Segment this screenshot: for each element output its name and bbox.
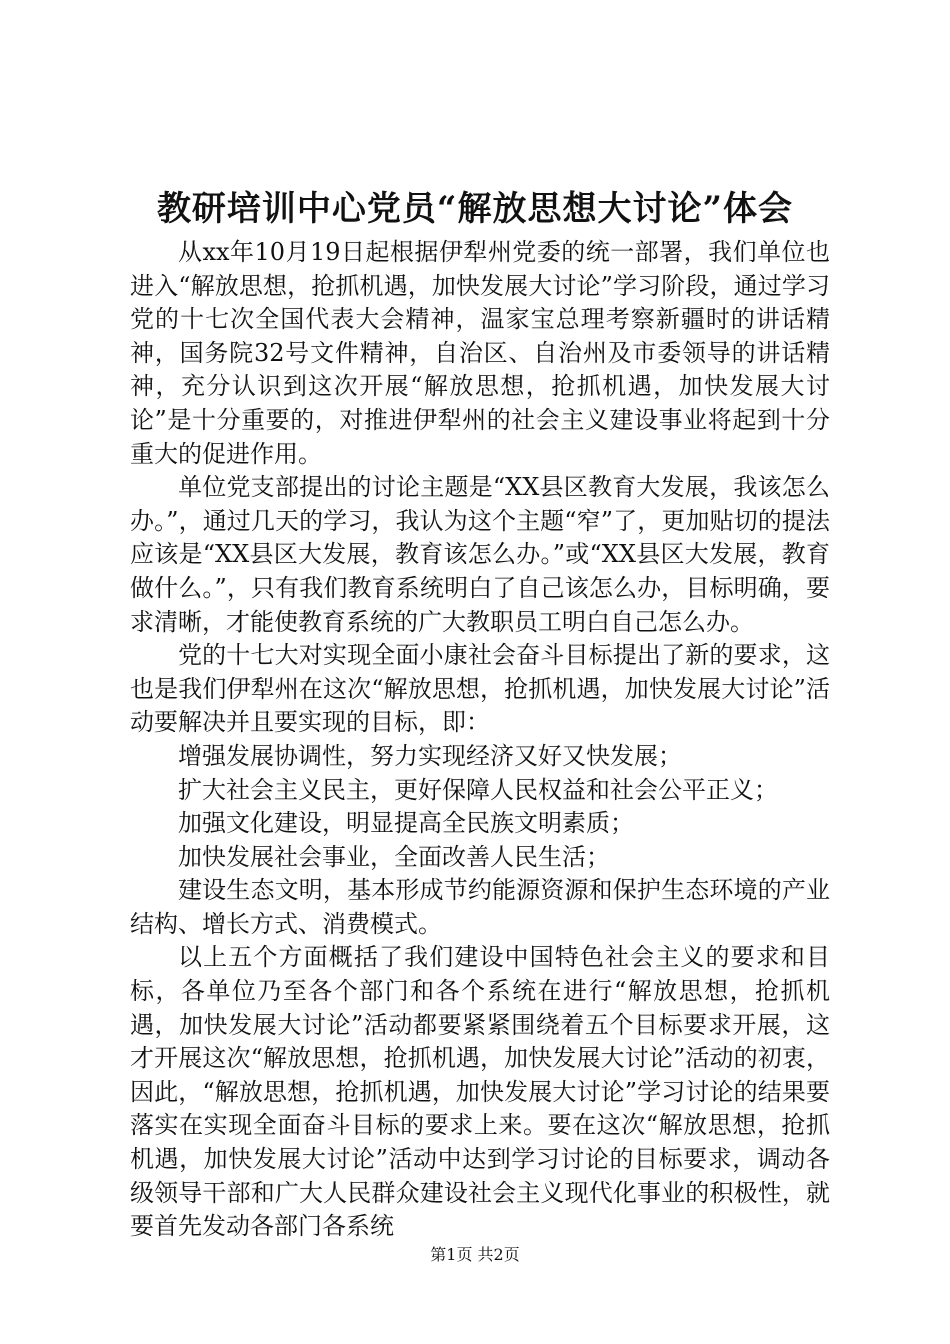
list-item-goal-1: 增强发展协调性，努力实现经济又好又快发展； xyxy=(178,741,682,770)
list-item-goal-3: 加强文化建设，明显提高全民族文明素质； xyxy=(178,809,634,838)
paragraph-3: 党的十七大对实现全面小康社会奋斗目标提出了新的要求，这也是我们伊犁州在这次“解放思想，抢抓机遇，加快发展大讨论”活动要解决并且要实现的目标，即： xyxy=(130,641,830,737)
page-number: 第1页 共2页 xyxy=(430,1245,520,1264)
list-item-goal-5: 建设生态文明，基本形成节约能源资源和保护生态环境的产业结构、增长方式、消费模式。 xyxy=(130,876,830,938)
paragraph-4: 以上五个方面概括了我们建设中国特色社会主义的要求和目标，各单位乃至各个部门和各个系统在进行“解放思想，抢抓机遇，加快发展大讨论”活动都要紧紧围绕着五个目标要求开展，这才开展这次“解放思想，抢抓机遇，加快发展大讨论”活动的初衷，因此，“解放思想，抢抓机遇，加快发展大讨论”学习讨论的结果要落实在实现全面奋斗目标的要求上来。要在这次“解放思想，抢抓机遇，加快发展大讨论”活动中达到学习讨论的目标要求，调动各级领导干部和广大人民群众建设社会主义现代化事业的积极性，就要首先发动各部门各系统 xyxy=(130,943,830,1241)
list-item-goal-4: 加快发展社会事业，全面改善人民生活； xyxy=(178,842,610,871)
paragraph-1: 从xx年10月19日起根据伊犁州党委的统一部署，我们单位也进入“解放思想，抢抓机遇，加快发展大讨论”学习阶段，通过学习党的十七次全国代表大会精神，温家宝总理考察新疆时的讲话精神，国务院32号文件精神，自治区、自治州及市委领导的讲话精神，充分认识到这次开展“解放思想，抢抓机遇，加快发展大讨论”是十分重要的，对推进伊犁州的社会主义建设事业将起到十分重大的促进作用。 xyxy=(130,238,830,468)
page-footer xyxy=(0,1244,950,1266)
list-item-goal-2: 扩大社会主义民主，更好保障人民权益和社会公平正义； xyxy=(178,775,778,804)
document-title: 教研培训中心党员“解放思想大讨论”体会 xyxy=(156,189,794,229)
paragraph-2: 单位党支部提出的讨论主题是“XX县区教育大发展，我该怎么办。”，通过几天的学习，我认为这个主题“窄”了，更加贴切的提法应该是“XX县区大发展，教育该怎么办。”或“XX县区大发展，教育做什么。”，只有我们教育系统明白了自己该怎么办，目标明确，要求清晰，才能使教育系统的广大教职员工明白自己怎么办。 xyxy=(130,473,830,636)
document-body xyxy=(130,236,830,1244)
